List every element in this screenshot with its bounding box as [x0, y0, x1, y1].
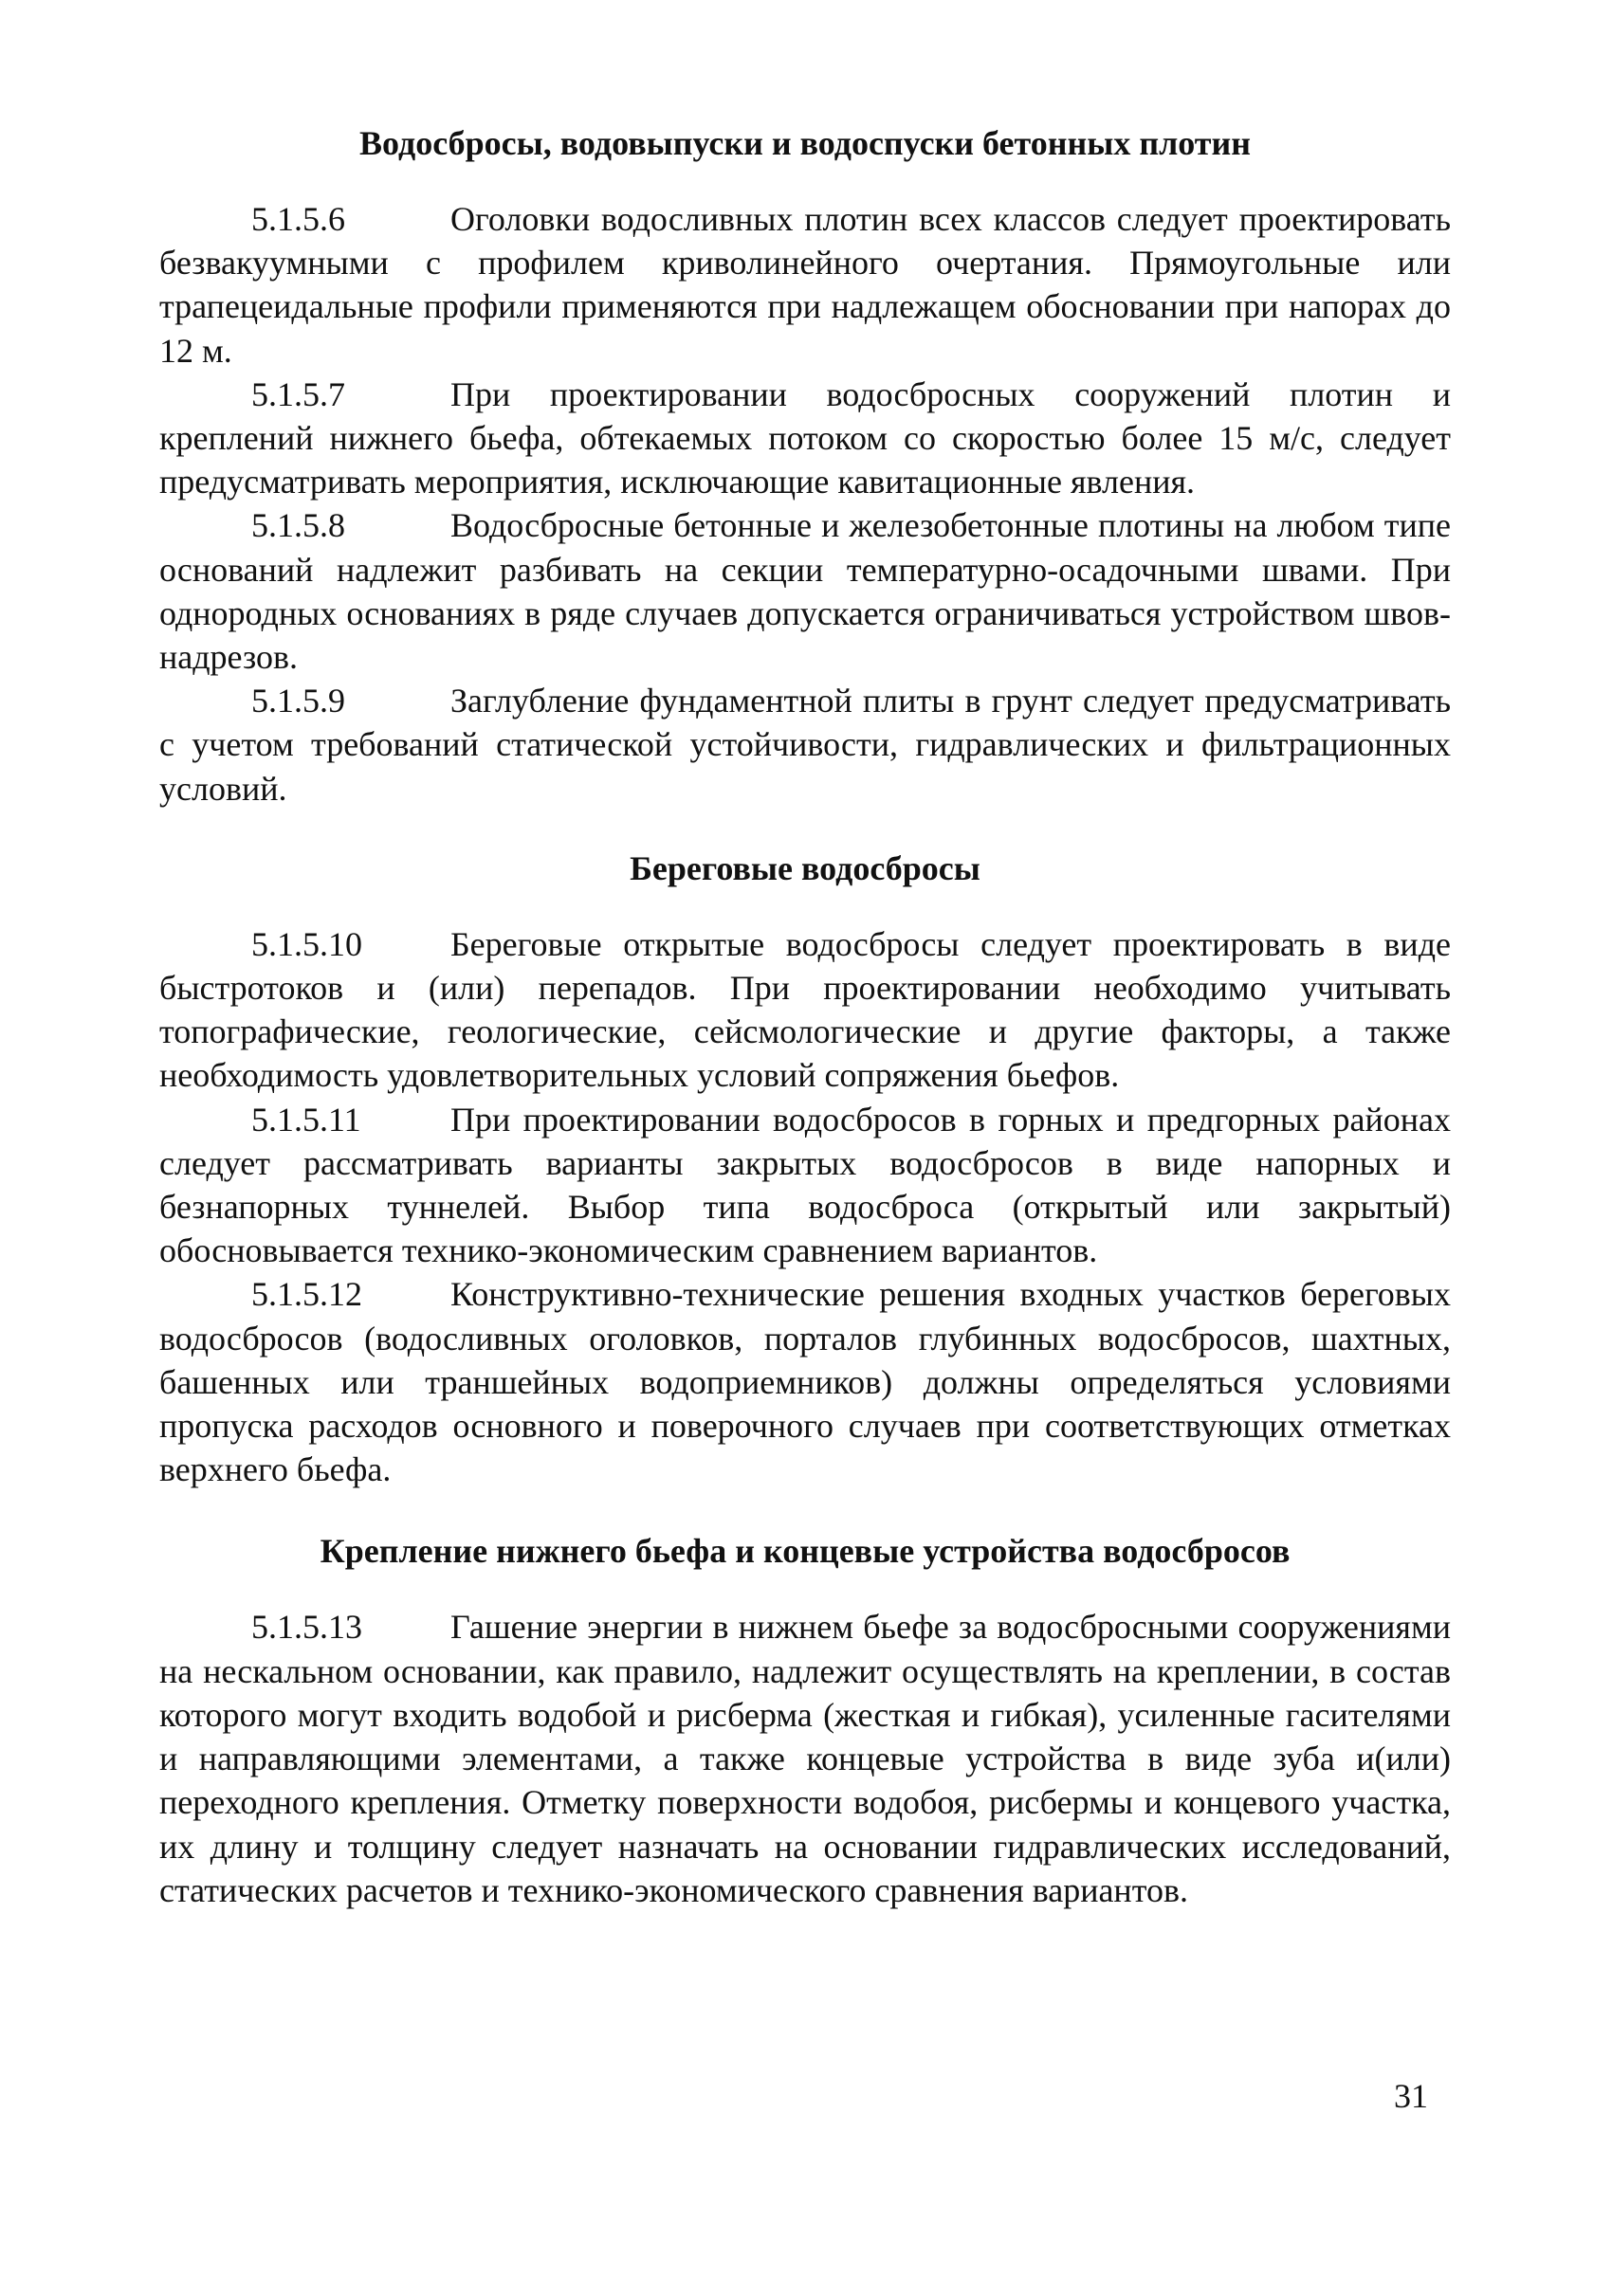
- paragraph: [159, 197, 1451, 373]
- paragraph: [159, 1098, 1451, 1273]
- paragraph: [159, 679, 1451, 811]
- paragraph: [159, 373, 1451, 504]
- paragraph-number: 5.1.5.9: [251, 682, 345, 720]
- paragraph-text: Конструктивно-технические решения входных участков береговых водосбросов (водосливных оголовков, порталов глубинных водосбросов, шахтных, башенных или траншейных водоприемников) должны определяться условиями пропуска расходов основного и поверочного случаев при соответствующих отметках верхнего бьефа.: [159, 1275, 1451, 1489]
- section-heading: Крепление нижнего бьефа и концевые устройства водосбросов: [320, 1532, 1291, 1571]
- paragraph: [159, 1605, 1451, 1911]
- paragraph-text: При проектировании водосбросных сооружений плотин и креплений нижнего бьефа, обтекаемых потоком со скоростью более 15 м/с, следует предусматривать мероприятия, исключающие кавитационные явления.: [159, 374, 1451, 501]
- paragraph-number: 5.1.5.7: [251, 374, 345, 413]
- paragraph: [159, 1272, 1451, 1491]
- paragraph: [159, 503, 1451, 679]
- paragraph-number: 5.1.5.6: [251, 200, 345, 238]
- paragraph-text: Оголовки водосливных плотин всех классов следует проектировать безвакуумными с профилем криволинейного очертания. Прямоугольные или трапецеидальные профили применяются при надлежащем обосновании при напорах до 12 м.: [159, 200, 1451, 370]
- section-heading: Береговые водосбросы: [630, 848, 980, 887]
- paragraph-text: Заглубление фундаментной плиты в грунт следует предусматривать с учетом требований статической устойчивости, гидравлических и фильтрационных условий.: [159, 682, 1451, 808]
- paragraph-number: 5.1.5.10: [251, 924, 362, 963]
- paragraph-text: Водосбросные бетонные и железобетонные плотины на любом типе оснований надлежит разбивать на секции температурно-осадочными швами. При однородных основаниях в ряде случаев допускается ограничиваться устройством швов-надрезов.: [159, 506, 1451, 677]
- paragraph-number: 5.1.5.11: [251, 1100, 361, 1139]
- paragraph-text: Гашение энергии в нижнем бьефе за водосбросными сооружениями на нескальном основании, как правило, надлежит осуществлять на креплении, в состав которого могут входить водобой и рисберма (жесткая и гибкая), усиленные гасителями и направляющими элементами, а также концевые устройства в виде зуба и(или) переходного крепления. Отметку поверхности водобоя, рисбермы и концевого участка, их длину и толщину следует назначать на основании гидравлических исследований, статических расчетов и технико-экономического сравнения вариантов.: [159, 1608, 1451, 1909]
- paragraph-number: 5.1.5.13: [251, 1608, 362, 1647]
- page-number: 31: [1394, 2077, 1428, 2115]
- paragraph-text: При проектировании водосбросов в горных и предгорных районах следует рассматривать варианты закрытых водосбросов в виде напорных и безнапорных туннелей. Выбор типа водосброса (открытый или закрытый) обосновывается технико-экономическим сравнением вариантов.: [159, 1100, 1451, 1270]
- paragraph-number: 5.1.5.8: [251, 506, 345, 545]
- document-page: [159, 121, 1451, 1912]
- paragraph: [159, 922, 1451, 1098]
- paragraph-text: Береговые открытые водосбросы следует проектировать в виде быстротоков и (или) перепадов. При проектировании необходимо учитывать топографические, геологические, сейсмологические и другие факторы, а также необходимость удовлетворительных условий сопряжения бьефов.: [159, 924, 1451, 1095]
- section-heading: Водосбросы, водовыпуски и водоспуски бетонных плотин: [359, 124, 1251, 162]
- paragraph-number: 5.1.5.12: [251, 1275, 362, 1314]
